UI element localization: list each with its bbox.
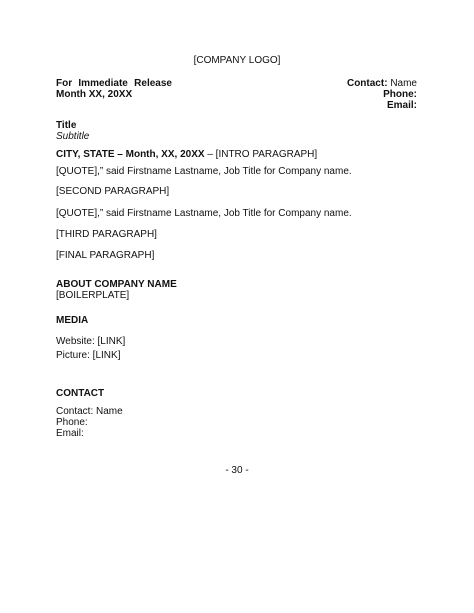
contact-email: Email: [56, 428, 84, 439]
dateline: CITY, STATE – Month, XX, 20XX [56, 149, 205, 160]
second-paragraph: [SECOND PARAGRAPH] [56, 186, 170, 197]
media-picture-link: Picture: [LINK] [56, 350, 121, 361]
intro-text: – [INTRO PARAGRAPH] [204, 149, 318, 160]
document-subtitle: Subtitle [56, 131, 90, 142]
media-heading: MEDIA [56, 315, 89, 326]
document-title: Title [56, 120, 77, 131]
intro-paragraph [56, 149, 317, 160]
about-boilerplate: [BOILERPLATE] [56, 290, 130, 301]
contact-name: Contact: Name [56, 406, 123, 417]
final-paragraph: [FINAL PARAGRAPH] [56, 250, 155, 261]
company-logo-placeholder: [COMPANY LOGO] [193, 55, 281, 66]
release-word: For [56, 78, 73, 89]
quote-paragraph-1: [QUOTE],” said Firstname Lastname, Job Title for Company name. [56, 166, 352, 177]
contact-header-label: Contact: [346, 78, 388, 89]
contact-heading: CONTACT [56, 388, 105, 399]
media-website-link: Website: [LINK] [56, 336, 126, 347]
release-date: Month XX, 20XX [56, 89, 133, 100]
third-paragraph: [THIRD PARAGRAPH] [56, 229, 157, 240]
contact-header-block [347, 78, 417, 111]
release-word: Release [134, 78, 172, 89]
release-block [56, 78, 206, 100]
release-word: Immediate [78, 78, 128, 89]
about-heading: ABOUT COMPANY NAME [56, 279, 177, 290]
page-number: - 30 - [225, 465, 249, 476]
phone-header-label: Phone: [383, 89, 417, 100]
contact-header-value: Name [390, 78, 417, 89]
contact-header-line [347, 78, 417, 89]
email-header-label: Email: [386, 100, 417, 111]
release-line [56, 78, 172, 89]
contact-phone: Phone: [56, 417, 88, 428]
quote-paragraph-2: [QUOTE],” said Firstname Lastname, Job Title for Company name. [56, 208, 352, 219]
